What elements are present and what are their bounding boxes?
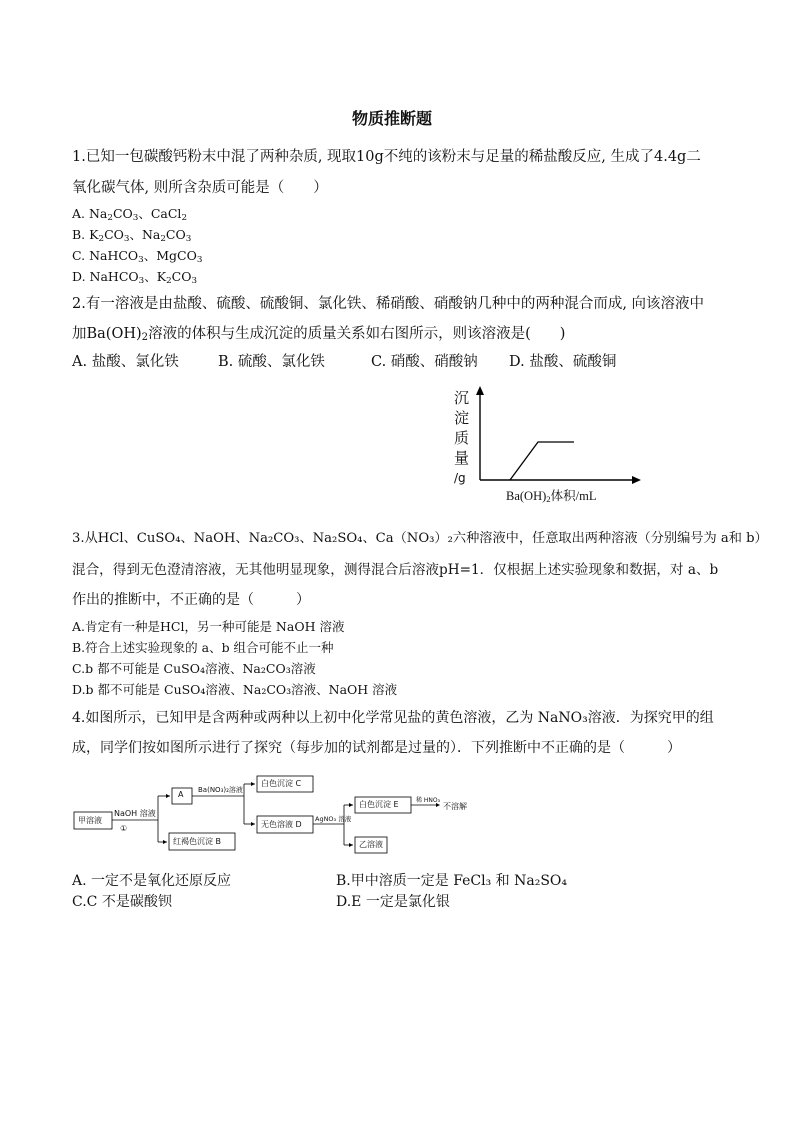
q4-line2: 成，同学们按如图所示进行了探究（每步加的试剂都是过量的）．下列推断中不正确的是（ ） — [72, 740, 681, 756]
flow-reagent-1: NaOH 溶液 — [114, 809, 156, 818]
q1-option-a: A. $Na_2CO_3$、CaCl$_2$ — [72, 206, 188, 223]
q2-line2: 加$Ba(OH)_2$溶液的体积与生成沉淀的质量关系如右图所示，则该溶液是( ) — [72, 326, 566, 343]
q3-option-c: C.b 都不可能是 CuSO₄溶液、Na₂CO₃溶液 — [72, 661, 316, 676]
flow-box-a-label: A — [178, 790, 184, 799]
q3-option-a: A.肯定有一种是HCl，另一种可能是 NaOH 溶液 — [72, 619, 345, 634]
graph-y-label-char: 沉 — [454, 389, 470, 407]
flow-box-e-label: 白色沉淀 E — [359, 800, 399, 809]
graph-x-arrow — [632, 476, 641, 484]
flow-box-b-label: 红褐色沉淀 B — [173, 837, 222, 846]
graph-y-label-char: 质 — [454, 429, 470, 447]
q2-option-d: D. 盐酸、硫酸铜 — [509, 354, 617, 370]
q1-line2: 氧化碳气体, 则所含杂质可能是（ ） — [72, 180, 328, 196]
graph-y-label-char: 量 — [454, 449, 470, 467]
q2-line1: 2.有一溶液是由盐酸、硫酸、硫酸铜、氯化铁、稀硝酸、硝酸钠几种中的两种混合而成, 向该溶液中 — [72, 296, 705, 312]
flow-box-d-label: 无色溶液 D — [261, 820, 302, 829]
q4-option-d: D.E 一定是氯化银 — [336, 894, 450, 910]
q1-option-c: C. NaHCO$_3$、MgCO$_3$ — [72, 248, 203, 265]
q1-option-d: D. NaHCO$_3$、$K_2CO_3$ — [72, 269, 198, 286]
graph-y-label-char: 淀 — [454, 409, 470, 427]
q4-option-a: A. 一定不是氧化还原反应 — [72, 873, 232, 889]
flow-step-1: ① — [120, 824, 128, 833]
q3-line1: 3.从HCl、CuSO₄、NaOH、Na₂CO₃、Na₂SO₄、Ca（NO₃）₂六种溶液中，任意取出两种溶液（分别编号为 a和 b） — [72, 531, 768, 546]
q3-line3: 作出的推断中，不正确的是（ ） — [72, 592, 310, 608]
graph-y-label — [454, 388, 472, 488]
q3-line2: 混合，得到无色澄清溶液，无其他明显现象，测得混合后溶液pH=1．仅根据上述实验现象和数据，对 a、b — [72, 562, 719, 578]
flow-diagram — [72, 768, 472, 860]
q4-option-b: B.甲中溶质一定是 FeCl₃ 和 Na₂SO₄ — [336, 873, 568, 889]
flow-box-c-label: 白色沉淀 C — [261, 779, 302, 788]
flow-start-label: 甲溶液 — [78, 816, 102, 825]
page-title: 物质推断题 — [352, 109, 433, 128]
q3-option-d: D.b 都不可能是 CuSO₄溶液、Na₂CO₃溶液、NaOH 溶液 — [72, 682, 398, 697]
graph-precipitate-line — [510, 442, 574, 480]
precipitate-graph — [440, 382, 650, 502]
q4-option-c: C.C 不是碳酸钡 — [72, 894, 172, 910]
q2-option-a: A. 盐酸、氯化铁 — [72, 354, 179, 370]
graph-y-arrow — [476, 386, 484, 395]
q2-option-b: B. 硫酸、氯化铁 — [218, 354, 325, 370]
graph-y-label-unit: /g — [454, 471, 466, 485]
flow-reagent-3: AgNO₃ 溶液 — [315, 815, 352, 823]
q1-line1: 1.已知一包碳酸钙粉末中混了两种杂质, 现取10g不纯的该粉末与足量的稀盐酸反应, 生成了4.4g二 — [72, 149, 701, 165]
q1-option-b: B. $K_2CO_3$、$Na_2CO_3$ — [72, 227, 192, 244]
graph-x-label: $Ba(OH)_2$体积/mL — [506, 489, 597, 504]
flow-result: 不溶解 — [443, 802, 467, 811]
flow-reagent-4: 稀 HNO₃ — [416, 797, 441, 804]
q2-option-c: C. 硝酸、硝酸钠 — [371, 354, 478, 370]
q4-line1: 4.如图所示，已知甲是含两种或两种以上初中化学常见盐的黄色溶液，乙为 NaNO₃溶液．为探究甲的组 — [72, 710, 714, 726]
flow-reagent-2: Ba(NO₃)₂溶液 — [198, 786, 243, 794]
q3-option-b: B.符合上述实验现象的 a、b 组合可能不止一种 — [72, 640, 334, 655]
flow-box-yi-label: 乙溶液 — [359, 840, 383, 849]
